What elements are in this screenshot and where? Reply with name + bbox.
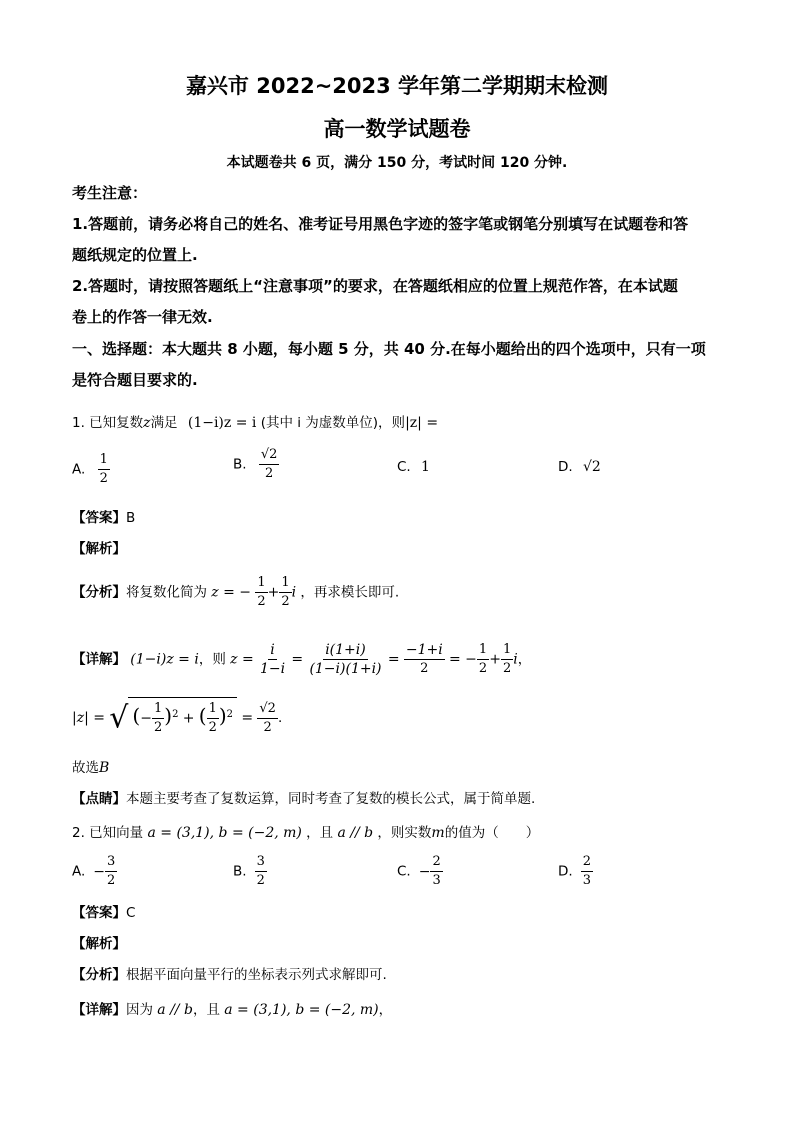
q1-option-c: C. 1 (397, 459, 430, 475)
q1-fenxi: 【分析】将复数化简为 z = − $\frac{1}{2}$ + $\frac{1}{2}$ i ，再求模长即可. (72, 575, 400, 609)
q1-stem: 1. 已知复数z满足 (1−i)z = i (其中 i 为虚数单位)，则|z| = (72, 415, 439, 431)
section-heading-line-1: 一、选择题：本大题共 8 小题，每小题 5 分，共 40 分.在每小题给出的四个选项中，只有一项 (72, 340, 706, 358)
exam-title: 嘉兴市 2022~2023 学年第二学期期末检测 (185, 74, 609, 98)
q2-option-a: A. − $\frac{3}{2}$ (72, 854, 116, 888)
q2-answer: 【答案】C (72, 905, 136, 921)
exam-info: 本试题卷共 6 页，满分 150 分，考试时间 120 分钟. (226, 155, 568, 171)
note-2-line-1: 2.答题时，请按照答题纸上“注意事项”的要求，在答题纸相应的位置上规范作答，在本试题 (72, 277, 678, 295)
note-1-line-1: 1.答题前，请务必将自己的姓名、准考证号用黑色字迹的签字笔或钢笔分别填写在试题卷和答 (72, 215, 689, 233)
q2-fenxi: 【分析】根据平面向量平行的坐标表示列式求解即可. (72, 967, 387, 983)
note-2-line-2: 卷上的作答一律无效. (72, 308, 213, 326)
q1-conclusion: 故选B (72, 760, 110, 776)
q2-stem: 2. 已知向量 a = (3,1), b = (−2, m) ，且 a // b ，则实数m的值为（ ） (72, 825, 540, 841)
q1-option-a: A. $\frac{1}{2}$ (72, 452, 108, 486)
note-1-line-2: 题纸规定的位置上. (72, 246, 198, 264)
q2-option-b: B. $\frac{3}{2}$ (233, 854, 265, 888)
notes-heading: 考生注意： (72, 184, 148, 202)
q1-dianjing: 【点睛】本题主要考查了复数运算，同时考查了复数的模长公式，属于简单题. (72, 791, 536, 807)
q1-modulus: |z| = √ (− $\frac{1}{2}$ )$^2$ + ( $\frac{1}{2}$ )$^2$ = $\frac{√2}{2}$ . (72, 697, 282, 739)
q2-analysis-tag: 【解析】 (72, 936, 126, 952)
q1-analysis-tag: 【解析】 (72, 541, 126, 557)
q1-xiangjie: 【详解】 (1−i)z = i，则 z = $\frac{i}{1-i}$ = $\frac{i(1+i)}{(1-i)(1+i)}$ = $\frac{-1+i}{2}$ = − $\frac{1}{2}$ + $\frac{1}{2}$ i， (72, 642, 532, 677)
q2-xiangjie: 【详解】因为 a // b，且 a = (3,1), b = (−2, m)， (72, 1002, 393, 1018)
q2-option-d: D. $\frac{2}{3}$ (558, 854, 591, 888)
q1-answer: 【答案】B (72, 510, 136, 526)
q2-option-c: C. − $\frac{2}{3}$ (397, 854, 441, 888)
exam-subtitle: 高一数学试题卷 (323, 117, 471, 141)
section-heading-line-2: 是符合题目要求的. (72, 371, 198, 389)
q1-option-b: B. $\frac{√2}{2}$ (233, 447, 278, 481)
q1-option-d: D. √2 (558, 459, 601, 475)
